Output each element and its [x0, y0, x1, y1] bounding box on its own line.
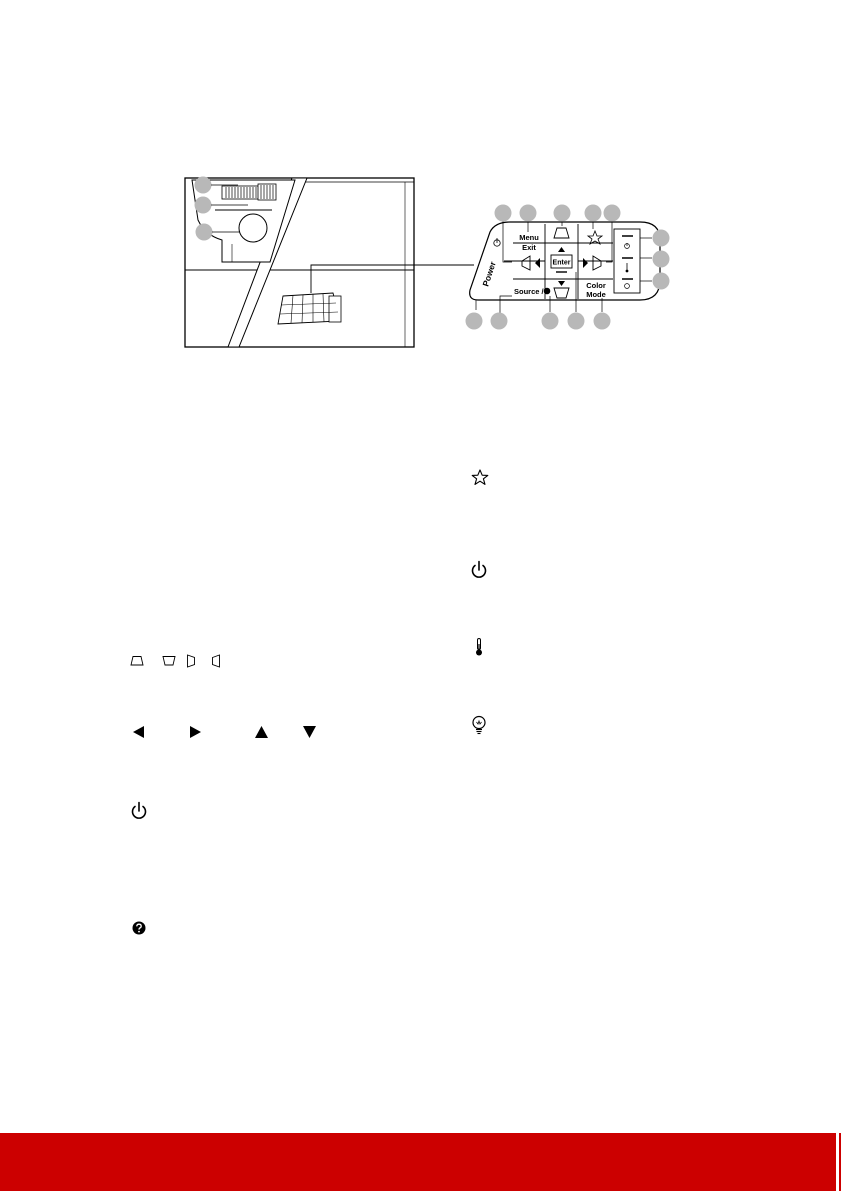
mode-button-label: Mode: [586, 290, 606, 299]
keystone-left-icon: [211, 654, 221, 668]
arrow-up-icon: [254, 725, 269, 739]
projector-top-view-illustration: [180, 172, 420, 352]
color-button-label: Color: [586, 281, 606, 290]
keystone-right-icon: [186, 654, 196, 668]
source-button-label: Source /: [514, 287, 544, 296]
footer-divider: [836, 1133, 839, 1191]
keystone-bottom-icon: [162, 655, 176, 667]
temperature-icon: [474, 637, 484, 657]
arrow-left-icon: [132, 725, 146, 739]
help-icon: [132, 921, 146, 935]
arrow-down-icon: [302, 725, 317, 739]
keystone-top-icon: [130, 655, 144, 667]
enter-button-label: Enter: [552, 259, 571, 267]
exit-button-label: Exit: [522, 243, 536, 252]
power-button-label: Power: [480, 260, 498, 288]
arrow-right-icon: [188, 725, 202, 739]
lamp-icon: [470, 715, 488, 735]
control-panel-illustration: [460, 200, 680, 330]
power-icon: [130, 801, 148, 821]
star-icon: [471, 469, 489, 486]
power-indicator-icon: [470, 560, 488, 580]
footer-bar: [0, 1133, 841, 1191]
menu-button-label: Menu: [519, 233, 539, 242]
